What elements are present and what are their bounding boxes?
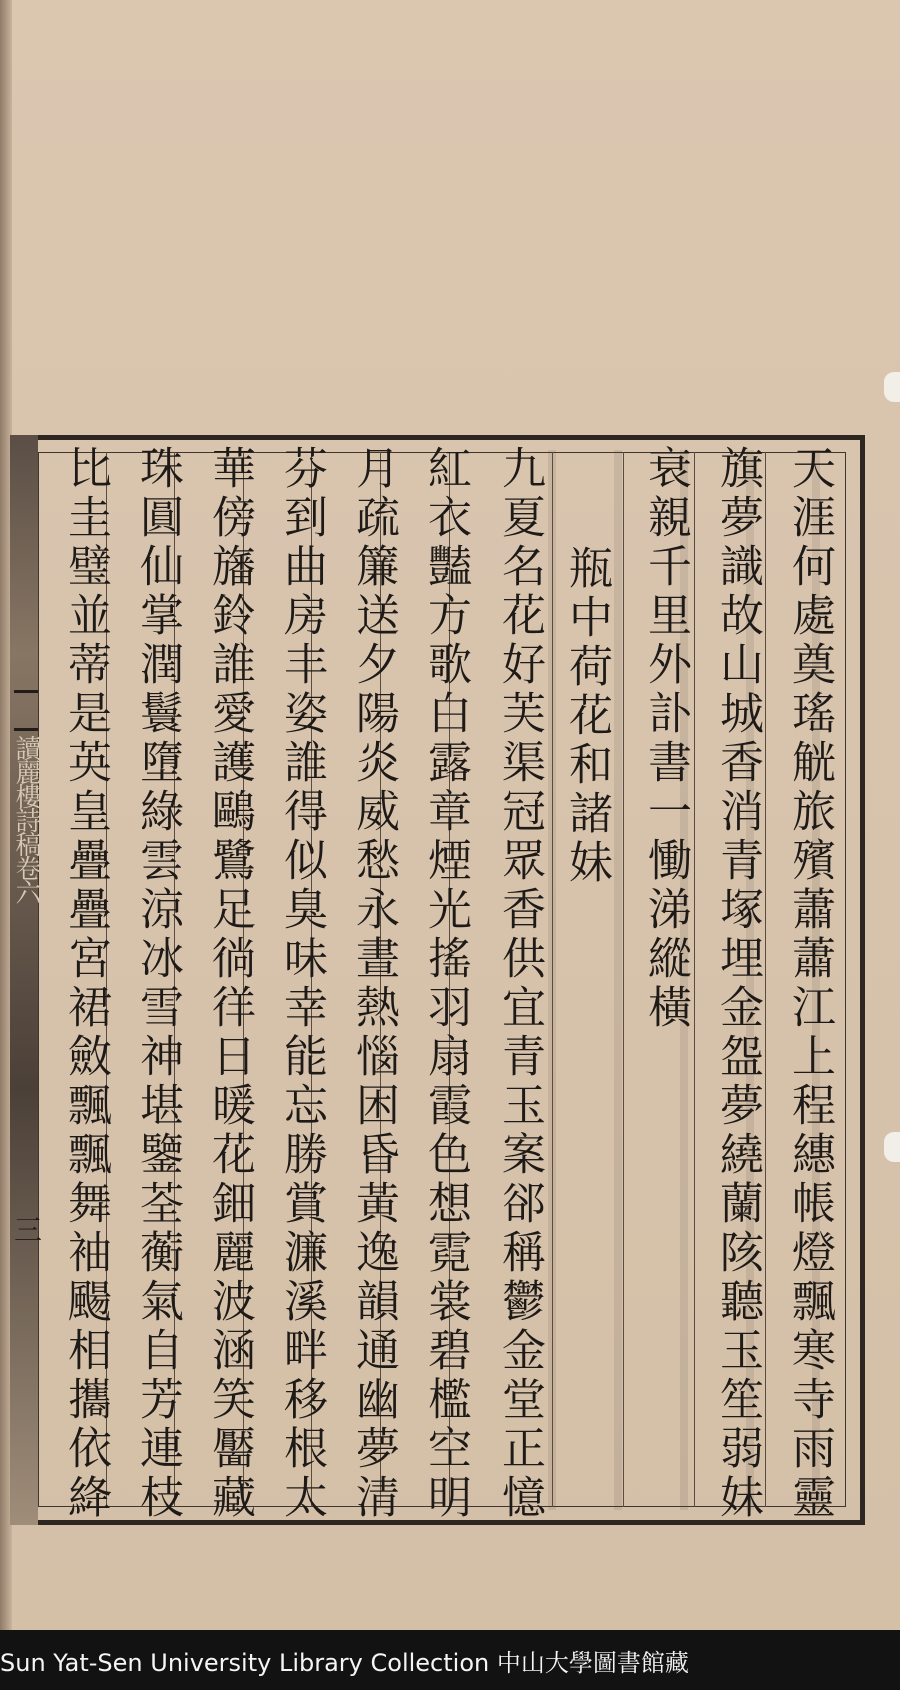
column-rule <box>623 452 624 1507</box>
fold-margin-title: 讀麗樓詩稿卷六 <box>11 735 41 903</box>
fish-tail-mark <box>14 690 38 731</box>
poem-line-2: 旗夢識故山城香消青塚埋金盌夢繞蘭陔聽玉笙弱妹 <box>712 445 763 1523</box>
credit-text: Sun Yat-Sen University Library Collection 中山大學圖書館藏 <box>0 1648 689 1677</box>
poem-line-4: 九夏名花好芙渠冠眾香供宜青玉案郤稱鬱金堂正憶 <box>494 445 545 1523</box>
page-number: 三 <box>10 1215 43 1243</box>
binding-hole <box>884 372 900 402</box>
poem-line-6: 月疏簾送夕陽炎威愁永晝熱惱困昏黃逸韻通幽夢清 <box>348 445 399 1523</box>
poem-line-10: 比圭璧並蒂是英皇疊疊宮裙斂飄飄舞袖颺相攜依絳 <box>60 445 111 1523</box>
poem-line-9: 珠圓仙掌潤鬟墮綠雲涼冰雪神堪鑒荃蘅氣自芳連枝 <box>132 445 183 1523</box>
poem-title: 瓶中荷花和諸妹 <box>561 545 612 888</box>
poem-line-5: 紅衣豔方歌白露章煙光搖羽扇霞色想霓裳碧檻空明 <box>420 445 471 1523</box>
binding-hole <box>884 1132 900 1162</box>
poem-line-3: 衰親千里外訃書一慟涕縱橫 <box>640 445 691 1033</box>
column-rule <box>694 452 695 1507</box>
poem-line-8: 華傍旛鈴誰愛護鷗鷺足徜徉日暖花鈿麗波涵笑靨藏 <box>204 445 255 1523</box>
library-credit <box>0 1630 900 1690</box>
column-rule <box>552 452 553 1507</box>
poem-line-1: 天涯何處奠瑤觥旅殯蕭蕭江上程繐帳燈飄寒寺雨靈 <box>784 445 835 1523</box>
poem-line-7: 芬到曲房丰姿誰得似臭味幸能忘勝賞濂溪畔移根太 <box>276 445 327 1523</box>
